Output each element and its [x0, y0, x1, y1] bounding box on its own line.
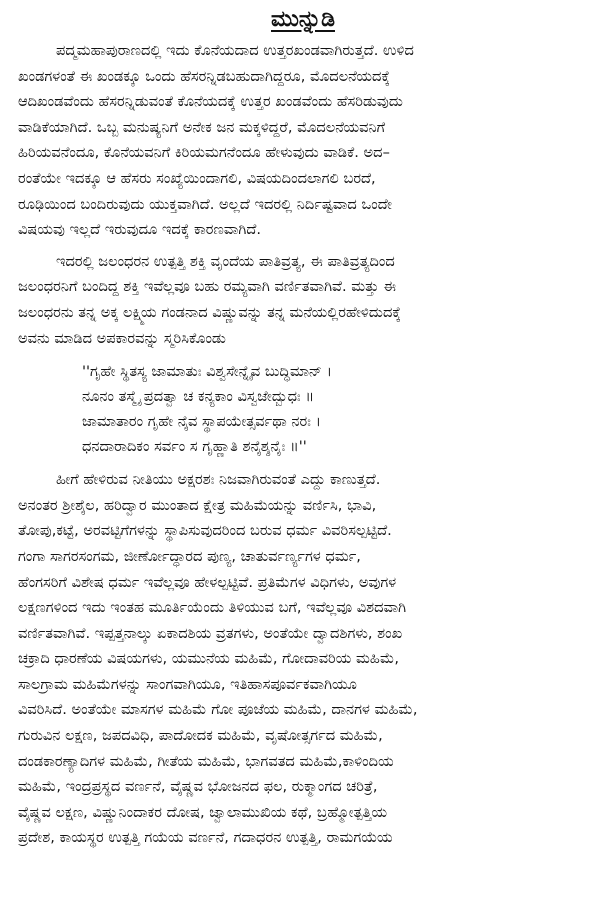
verse-line: ಜಾಮಾತಾರಂ ಗೃಹೇ ನೈವ ಸ್ಥಾಪಯೇತ್ಸರ್ವಥಾ ನರಃ । — [82, 413, 322, 431]
text-line: ಖಂಡಗಳಂತೆ ಈ ಖಂಡಕ್ಕೂ ಒಂದು ಹೆಸರನ್ನಿಡಬಹುದಾಗಿದ್ದರೂ, ಮೊದಲನೆಯದಕ್ಕೆ — [18, 67, 390, 85]
text-line: ವೈಷ್ಣವ ಲಕ್ಷಣ, ವಿಷ್ಣುನಿಂದಾಕರ ದೋಷ, ಜ್ವಾಲಾಮುಖಿಯ ಕಥೆ, ಬ್ರಹ್ಮೋತ್ಪತ್ತಿಯ — [18, 803, 388, 821]
page-title: ಮುನ್ನುಡಿ — [271, 7, 335, 32]
text-line: ಅವನು ಮಾಡಿದ ಅಪಕಾರವನ್ನು ಸ್ಮರಿಸಿಕೊಂಡು — [18, 329, 226, 347]
text-line: ಇದರಲ್ಲಿ ಜಲಂಧರನ ಉತ್ಪತ್ತಿ ಶಕ್ತಿ ವೃಂದೆಯ ಪಾತಿವ್ರತ್ಯ, ಈ ಪಾತಿವ್ರತ್ಯದಿಂದ — [56, 252, 395, 270]
text-line: ವರ್ಣಿತವಾಗಿವೆ. ಇಪ್ಪತ್ತನಾಲ್ಕು ಏಕಾದಶಿಯ ವ್ರತಗಳು, ಅಂತೆಯೇ ದ್ವಾದಶಿಗಳು, ಶಂಖ — [18, 624, 403, 642]
text-line: ಹೆಂಗಸರಿಗೆ ವಿಶೇಷ ಧರ್ಮ ಇವೆಲ್ಲವೂ ಹೇಳಲ್ಪಟ್ಟಿವೆ. ಪ್ರತಿಮೆಗಳ ವಿಧಿಗಳು, ಅವುಗಳ — [18, 573, 397, 591]
text-line: ಸಾಲಗ್ರಾಮ ಮಹಿಮೆಗಳನ್ನು ಸಾಂಗವಾಗಿಯೂ, ಇತಿಹಾಸಪೂರ್ವಕವಾಗಿಯೂ — [18, 675, 357, 693]
paragraph-2 — [18, 249, 588, 351]
text-line: ವಿಷಯವು ಇಲ್ಲದೆ ಇರುವುದೂ ಇದಕ್ಕೆ ಕಾರಣವಾಗಿದೆ. — [18, 221, 261, 239]
text-line: ಪದ್ಮಮಹಾಪುರಾಣದಲ್ಲಿ ಇದು ಕೊನೆಯದಾದ ಉತ್ತರಖಂಡವಾಗಿರುತ್ತದೆ. ಉಳಿದ — [56, 42, 414, 59]
verse-line: ನೂನಂ ತಸ್ಮೈ ಪ್ರದತ್ವಾ ಚ ಕನ್ಯಕಾಂ ವಿಸ್ವಜೇದ್ಬುಧಃ ॥ — [82, 388, 315, 406]
text-line: ಜಲಂಧರನಿಗೆ ಬಂದಿದ್ದ ಶಕ್ತಿ ಇವೆಲ್ಲವೂ ಬಹು ರಮ್ಯವಾಗಿ ವರ್ಣಿತವಾಗಿವೆ. ಮತ್ತು ಈ — [18, 278, 397, 296]
verse-line: ಧನದಾರಾದಿಕಂ ಸರ್ವಂ ಸ ಗೃಹ್ಣಾತಿ ಶನೈಶ್ಶನೈಃ ॥'' — [82, 438, 307, 456]
sanskrit-verse — [82, 359, 588, 459]
text-line: ಲಕ್ಷಣಗಳಿಂದ ಇದು ಇಂತಹ ಮೂರ್ತಿಯೆಂದು ತಿಳಿಯುವ ಬಗೆ, ಇವೆಲ್ಲವೂ ವಿಶದವಾಗಿ — [18, 599, 407, 617]
text-line: ದಂಡಕಾರಣ್ಯಾದಿಗಳ ಮಹಿಮೆ, ಗೀತೆಯ ಮಹಿಮೆ, ಭಾಗವತದ ಮಹಿಮೆ,ಕಾಳಿಂದಿಯ — [18, 752, 394, 770]
text-line: ಚಕ್ರಾದಿ ಧಾರಣೆಯ ವಿಷಯಗಳು, ಯಮುನೆಯ ಮಹಿಮೆ, ಗೋದಾವರಿಯ ಮಹಿಮೆ, — [18, 650, 400, 668]
text-line: ವಿವರಿಸಿದೆ. ಅಂತೆಯೇ ಮಾಸಗಳ ಮಹಿಮೆ ಗೋ ಪೂಜೆಯ ಮಹಿಮೆ, ದಾನಗಳ ಮಹಿಮೆ, — [18, 701, 418, 719]
text-line: ಗುರುವಿನ ಲಕ್ಷಣ, ಜಪದವಿಧಿ, ಪಾದೋದಕ ಮಹಿಮೆ, ವೃಷೋತ್ಸರ್ಗದ ಮಹಿಮೆ, — [18, 727, 383, 745]
text-line: ಗಂಗಾ ಸಾಗರಸಂಗಮ, ಜೀರ್ಣೋದ್ಧಾರದ ಪುಣ್ಯ, ಚಾತುರ್ವರ್ಣ್ಯಗಳ ಧರ್ಮ, — [18, 547, 361, 565]
text-line: ರೂಢಿಯಿಂದ ಬಂದಿರುವುದು ಯುಕ್ತವಾಗಿದೆ. ಅಲ್ಲದೆ ಇದರಲ್ಲಿ ನಿರ್ದಿಷ್ಟವಾದ ಒಂದೇ — [18, 195, 392, 213]
verse-line: ''ಗೃಹೇ ಸ್ಥಿತಸ್ಯ ಜಾಮಾತುಃ ವಿಶ್ವಸೇನ್ನೈವ ಬುದ್ಧಿಮಾನ್ । — [82, 363, 333, 381]
text-line: ಜಲಂಧರನು ತನ್ನ ಅಕ್ಕ ಲಕ್ಷ್ಮಿಯ ಗಂಡನಾದ ವಿಷ್ಣುವನ್ನು ತನ್ನ ಮನೆಯಲ್ಲಿರಹೇಳಿದುದಕ್ಕೆ — [18, 303, 401, 321]
text-line: ಮಹಿಮೆ, ಇಂದ್ರಪ್ರಸ್ಥದ ವರ್ಣನೆ, ವೈಷ್ಣವ ಭೋಜನದ ಫಲ, ರುಕ್ಮಾಂಗದ ಚರಿತ್ರೆ, — [18, 778, 378, 796]
paragraph-1 — [18, 38, 588, 243]
text-line: ವಾಡಿಕೆಯಾಗಿದೆ. ಒಬ್ಬ ಮನುಷ್ಯನಿಗೆ ಅನೇಕ ಜನ ಮಕ್ಕಳಿದ್ದರೆ, ಮೊದಲನೆಯವನಿಗೆ — [18, 118, 386, 136]
text-line: ಹೀಗೆ ಹೇಳಿರುವ ನೀತಿಯು ಅಕ್ಷರಶಃ ನಿಜವಾಗಿರುವಂತೆ ಎದ್ದು ಕಾಣುತ್ತದೆ. — [56, 471, 381, 489]
text-line: ಅನಂತರ ಶ್ರೀಶೈಲ, ಹರಿದ್ವಾರ ಮುಂತಾದ ಕ್ಷೇತ್ರ ಮಹಿಮೆಯನ್ನು ವರ್ಣಿಸಿ, ಭಾವಿ, — [18, 496, 377, 514]
text-line: ರಂತೆಯೇ ಇದಕ್ಕೂ ಆ ಹೆಸರು ಸಂಖ್ಯೆಯಿಂದಾಗಲಿ, ವಿಷಯದಿಂದಲಾಗಲಿ ಬರದೆ, — [18, 169, 376, 187]
text-line: ಪ್ರದೇಶ, ಕಾಯಸ್ಥರ ಉತ್ಪತ್ತಿ ಗಯೆಯ ವರ್ಣನೆ, ಗದಾಧರನ ಉತ್ಪತ್ತಿ, ರಾಮಗಯೆಯ — [18, 829, 393, 847]
text-line: ಹಿರಿಯವನೆಂದೂ, ಕೊನೆಯವನಿಗೆ ಕಿರಿಯಮಗನೆಂದೂ ಹೇಳುವುದು ವಾಡಿಕೆ. ಅದ– — [18, 144, 390, 162]
paragraph-3 — [18, 467, 588, 851]
text-line: ತೋಪು,ಕಟ್ಟೆ, ಅರವಟ್ಟಿಗೆಗಳನ್ನು ಸ್ಥಾಪಿಸುವುದರಿಂದ ಬರುವ ಧರ್ಮ ವಿವರಿಸಲ್ಪಟ್ಟಿದೆ. — [18, 522, 392, 540]
text-line: ಆದಿಖಂಡವೆಂದು ಹೆಸರನ್ನಿಡುವಂತೆ ಕೊನೆಯದಕ್ಕೆ ಉತ್ತರ ಖಂಡವೆಂದು ಹೆಸರಿಡುವುದು — [18, 93, 403, 111]
